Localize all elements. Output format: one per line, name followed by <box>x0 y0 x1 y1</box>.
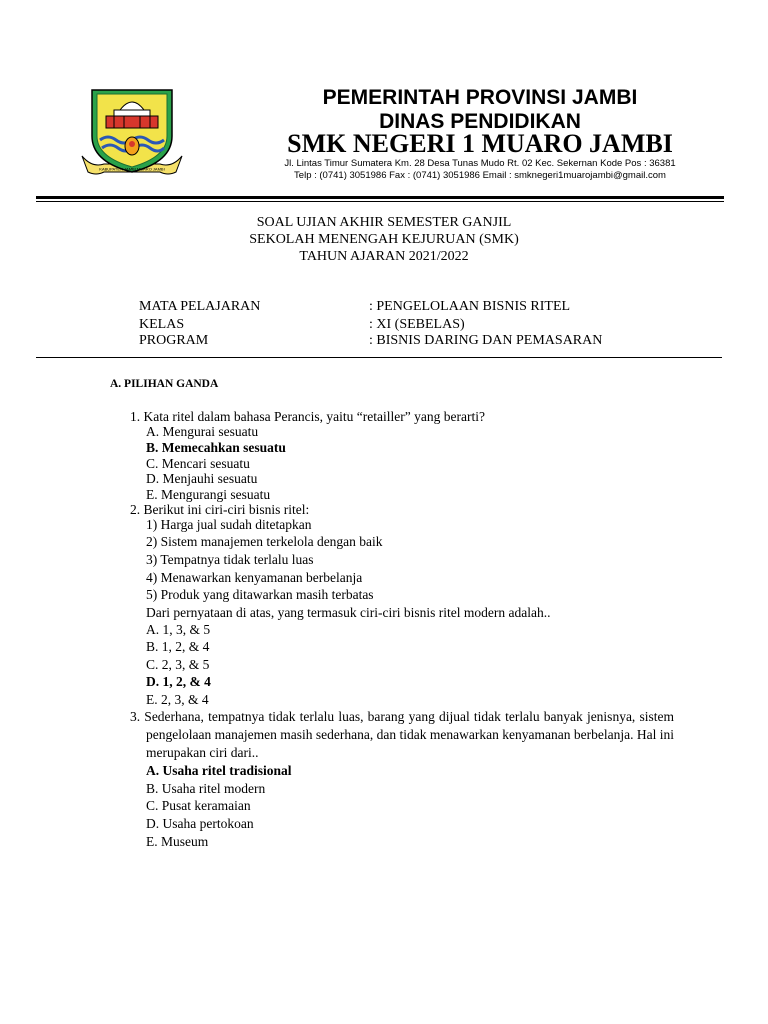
letterhead-government: PEMERINTAH PROVINSI JAMBI <box>322 86 638 109</box>
exam-title: SOAL UJIAN AKHIR SEMESTER GANJIL <box>256 215 512 230</box>
question-2-option-d: D. 1, 2, & 4 <box>146 674 211 689</box>
question-3-option-d: D. Usaha pertokoan <box>146 816 254 831</box>
question-3-option-a: A. Usaha ritel tradisional <box>146 763 292 778</box>
exam-school-level: SEKOLAH MENENGAH KEJURUAN (SMK) <box>249 232 519 247</box>
info-divider <box>36 357 722 358</box>
info-value-class: : XI (SEBELAS) <box>369 317 465 332</box>
letterhead-divider-thin <box>36 201 724 202</box>
question-2-item-2: 2) Sistem manajemen terkelola dengan baik <box>146 534 383 549</box>
question-1-option-a: A. Mengurai sesuatu <box>146 424 259 439</box>
question-2-stem: 2. Berikut ini ciri-ciri bisnis ritel: <box>130 502 310 517</box>
info-value-subject: : PENGELOLAAN BISNIS RITEL <box>369 299 571 314</box>
letterhead-contact: Telp : (0741) 3051986 Fax : (0741) 3051986 Email : smknegeri1muarojambi@gmail.com <box>294 170 666 181</box>
question-3-stem-text: 3. Sederhana, tempatnya tidak terlalu luas, barang yang dijual tidak terlalu banyak jenisnya, sistem pengelolaan manajemen masih sederhana, dan tidak menawarkan kenyamanan berbelanja. Hal ini merupakan ciri dari.. <box>130 709 674 760</box>
question-2-option-c: C. 2, 3, & 5 <box>146 657 210 672</box>
info-label-subject: MATA PELAJARAN <box>139 299 261 314</box>
letterhead-divider-thick <box>36 196 724 199</box>
letterhead-address: Jl. Lintas Timur Sumatera Km. 28 Desa Tunas Mudo Rt. 02 Kec. Sekernan Kode Pos : 36381 <box>284 158 676 169</box>
question-2-option-a: A. 1, 3, & 5 <box>146 622 211 637</box>
question-3-option-c: C. Pusat keramaian <box>146 798 251 813</box>
question-1-option-e: E. Mengurangi sesuatu <box>146 487 271 502</box>
info-label-class: KELAS <box>139 317 185 332</box>
letterhead-school-name: SMK NEGERI 1 MUARO JAMBI <box>287 129 673 158</box>
svg-text:KABUPATEN JAMBI MUARO JAMBI: KABUPATEN JAMBI MUARO JAMBI <box>99 166 165 172</box>
school-emblem-logo <box>80 84 184 176</box>
question-2-option-e: E. 2, 3, & 4 <box>146 692 209 707</box>
question-1-option-c: C. Mencari sesuatu <box>146 456 250 471</box>
question-2-item-5: 5) Produk yang ditawarkan masih terbatas <box>146 587 374 602</box>
question-2-item-4: 4) Menawarkan kenyamanan berbelanja <box>146 570 363 585</box>
question-1-option-b: B. Memecahkan sesuatu <box>146 440 286 455</box>
letterhead-department: DINAS PENDIDIKAN <box>379 110 581 133</box>
question-3-option-b: B. Usaha ritel modern <box>146 781 266 796</box>
exam-academic-year: TAHUN AJARAN 2021/2022 <box>299 249 469 264</box>
question-3-option-e: E. Museum <box>146 834 209 849</box>
question-2-prompt: Dari pernyataan di atas, yang termasuk ciri-ciri bisnis ritel modern adalah.. <box>146 605 551 620</box>
question-2-item-1: 1) Harga jual sudah ditetapkan <box>146 517 312 532</box>
question-2-item-3: 3) Tempatnya tidak terlalu luas <box>146 552 314 567</box>
section-heading: A. PILIHAN GANDA <box>110 378 219 390</box>
question-3-stem <box>130 708 674 762</box>
question-2-option-b: B. 1, 2, & 4 <box>146 639 210 654</box>
info-value-program: : BISNIS DARING DAN PEMASARAN <box>369 333 603 348</box>
info-label-program: PROGRAM <box>139 333 209 348</box>
question-1-stem: 1. Kata ritel dalam bahasa Perancis, yaitu “retailler” yang berarti? <box>130 409 485 424</box>
question-1-option-d: D. Menjauhi sesuatu <box>146 471 258 486</box>
